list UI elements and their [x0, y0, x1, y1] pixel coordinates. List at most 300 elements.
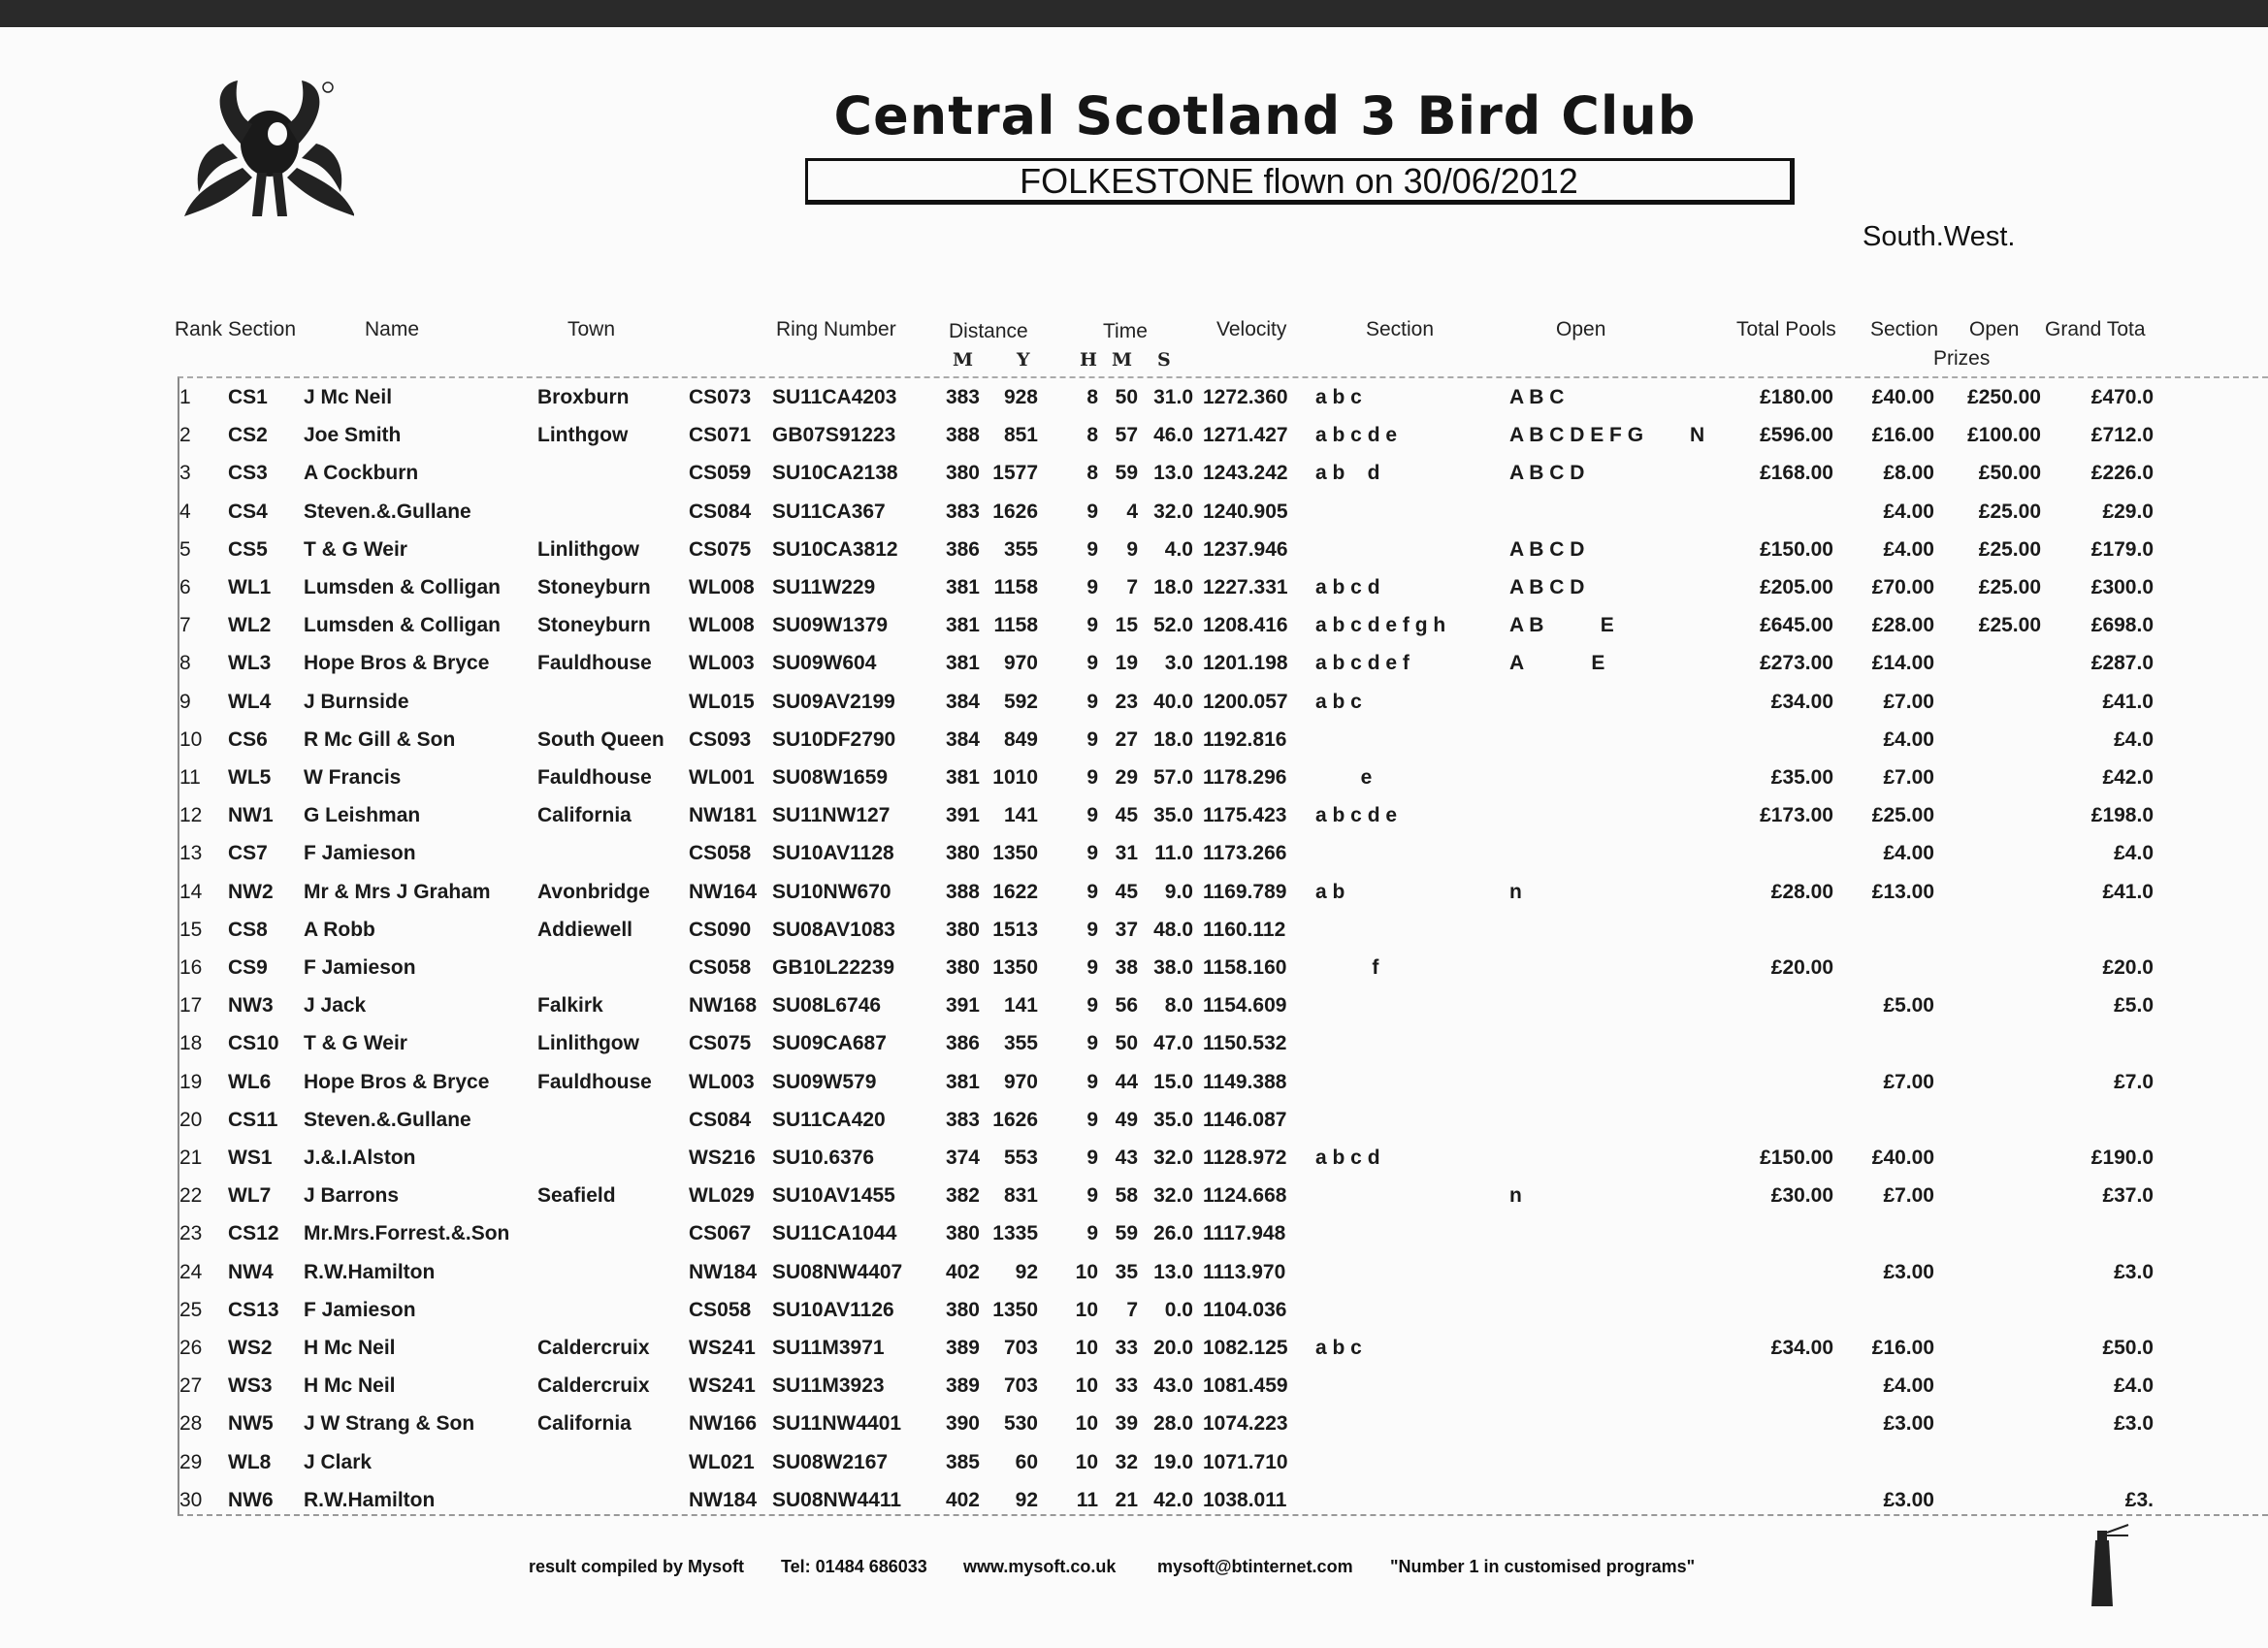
- rank-cell: 11: [179, 766, 201, 789]
- name-cell: Lumsden & Colligan: [304, 576, 502, 598]
- section-cell: WL6: [228, 1070, 272, 1093]
- time-hours-cell: 9: [1086, 1108, 1098, 1131]
- velocity-cell: 1038.011: [1203, 1488, 1287, 1511]
- section-pools-cell: a b c: [1315, 1337, 1362, 1359]
- distance-miles-cell: 380: [945, 842, 980, 865]
- table-row: [0, 1329, 2268, 1367]
- total-pools-cell: £28.00: [1770, 880, 1833, 903]
- rank-cell: 7: [179, 614, 191, 637]
- time-minutes-cell: 50: [1115, 386, 1138, 408]
- section-cell: WL4: [228, 690, 272, 713]
- total-pools-cell: £30.00: [1770, 1184, 1833, 1208]
- time-seconds-cell: 57.0: [1153, 766, 1193, 789]
- distance-yards-cell: 1350: [992, 1298, 1038, 1321]
- footer-telephone: Tel: 01484 686033: [781, 1557, 927, 1576]
- rank-cell: 26: [179, 1337, 203, 1359]
- footer-compiled-by: result compiled by Mysoft: [529, 1557, 745, 1576]
- open-prize-cell: £250.00: [1967, 386, 2041, 408]
- time-hours-cell: 9: [1086, 690, 1098, 713]
- time-hours-cell: 9: [1086, 1147, 1098, 1169]
- section-cell: WS3: [228, 1374, 273, 1398]
- time-minutes-cell: 29: [1115, 766, 1138, 789]
- section-cell: WL5: [228, 766, 272, 789]
- section-cell: CS8: [228, 918, 268, 941]
- grand-total-cell: £712.0: [2090, 424, 2154, 447]
- section-prize-cell: £3.00: [1883, 1412, 1934, 1436]
- distance-miles-cell: 385: [945, 1450, 980, 1473]
- time-hours-cell: 10: [1075, 1298, 1098, 1321]
- velocity-cell: 1104.036: [1203, 1298, 1287, 1321]
- grand-total-cell: £41.0: [2102, 880, 2154, 903]
- town-cell: Fauldhouse: [537, 1070, 652, 1093]
- member-code-cell: WL008: [689, 576, 755, 598]
- town-cell: Falkirk: [537, 994, 603, 1018]
- club-title: Central Scotland 3 Bird Club: [833, 85, 1697, 146]
- name-cell: J Jack: [304, 994, 367, 1018]
- total-pools-cell: £34.00: [1770, 690, 1833, 713]
- distance-yards-cell: 1158: [993, 576, 1038, 598]
- time-seconds-cell: 35.0: [1153, 1108, 1193, 1131]
- ring-number-cell: SU09CA687: [772, 1032, 887, 1055]
- time-minutes-cell: 49: [1115, 1108, 1138, 1131]
- ring-number-cell: SU11CA1044: [772, 1222, 897, 1245]
- distance-miles-cell: 380: [945, 462, 980, 485]
- time-hours-cell: 9: [1086, 727, 1098, 751]
- velocity-cell: 1146.087: [1203, 1108, 1287, 1131]
- header-time-seconds: S: [1157, 349, 1171, 371]
- footer-tagline: "Number 1 in customised programs": [1390, 1557, 1696, 1576]
- ring-number-cell: SU10CA3812: [772, 537, 898, 561]
- section-prize-cell: £25.00: [1871, 804, 1934, 827]
- time-seconds-cell: 3.0: [1164, 652, 1193, 675]
- name-cell: W Francis: [304, 766, 402, 789]
- town-cell: Linthgow: [537, 424, 629, 447]
- distance-yards-cell: 1350: [992, 842, 1038, 865]
- velocity-cell: 1208.416: [1203, 614, 1288, 637]
- table-row: [0, 493, 2268, 531]
- ring-number-cell: SU11CA420: [772, 1108, 886, 1131]
- rank-cell: 9: [179, 690, 191, 713]
- table-row: [0, 416, 2268, 454]
- velocity-cell: 1192.816: [1203, 727, 1287, 751]
- time-seconds-cell: 15.0: [1153, 1070, 1193, 1093]
- open-pools-cell: A B C D E F G: [1509, 424, 1644, 447]
- distance-miles-cell: 381: [945, 652, 980, 675]
- member-code-cell: CS093: [689, 727, 752, 751]
- time-hours-cell: 9: [1086, 880, 1098, 903]
- time-minutes-cell: 39: [1115, 1412, 1138, 1436]
- total-pools-cell: £173.00: [1760, 804, 1833, 827]
- member-code-cell: WS241: [689, 1374, 756, 1398]
- distance-yards-cell: 831: [1003, 1184, 1038, 1208]
- time-minutes-cell: 56: [1115, 994, 1138, 1018]
- table-row: [0, 1443, 2268, 1481]
- name-cell: H Mc Neil: [304, 1374, 396, 1398]
- section-cell: WL1: [228, 576, 272, 598]
- velocity-cell: 1200.057: [1203, 690, 1288, 713]
- member-code-cell: CS059: [689, 462, 752, 485]
- section-prize-cell: £8.00: [1883, 462, 1934, 485]
- distance-miles-cell: 389: [945, 1337, 980, 1359]
- header-time-minutes: M: [1112, 349, 1133, 371]
- ring-number-cell: SU08L6746: [772, 994, 882, 1018]
- section-cell: WL7: [228, 1184, 272, 1208]
- section-prize-cell: £4.00: [1883, 842, 1934, 865]
- velocity-cell: 1074.223: [1203, 1412, 1288, 1436]
- section-prize-cell: £40.00: [1871, 1147, 1934, 1169]
- open-pools-cell: n: [1509, 880, 1522, 903]
- section-pools-cell: a b c d e f: [1315, 652, 1409, 675]
- section-cell: NW4: [228, 1260, 274, 1283]
- ring-number-cell: SU11CA367: [772, 500, 886, 523]
- distance-yards-cell: 1158: [993, 614, 1038, 637]
- time-seconds-cell: 31.0: [1153, 386, 1193, 408]
- member-code-cell: WS241: [689, 1337, 756, 1359]
- time-hours-cell: 9: [1086, 918, 1098, 941]
- member-code-cell: CS090: [689, 918, 752, 941]
- distance-yards-cell: 60: [1015, 1450, 1038, 1473]
- distance-miles-cell: 386: [945, 537, 980, 561]
- time-hours-cell: 10: [1075, 1260, 1098, 1283]
- section-prize-cell: £13.00: [1871, 880, 1934, 903]
- distance-yards-cell: 1335: [992, 1222, 1038, 1245]
- table-row: [0, 721, 2268, 759]
- town-cell: Broxburn: [537, 386, 630, 408]
- time-seconds-cell: 18.0: [1153, 576, 1193, 598]
- time-hours-cell: 9: [1086, 1070, 1098, 1093]
- table-row: [0, 1139, 2268, 1177]
- member-code-cell: WL029: [689, 1184, 755, 1208]
- name-cell: Mr & Mrs J Graham: [304, 880, 491, 903]
- town-cell: South Queen: [537, 727, 664, 751]
- table-row: [0, 873, 2268, 911]
- distance-yards-cell: 1626: [992, 500, 1038, 523]
- time-seconds-cell: 11.0: [1154, 842, 1193, 865]
- town-cell: Linlithgow: [537, 1032, 639, 1055]
- table-row: [0, 454, 2268, 492]
- total-pools-cell: £645.00: [1760, 614, 1833, 637]
- table-row: [0, 986, 2268, 1024]
- name-cell: T & G Weir: [304, 537, 407, 561]
- distance-yards-cell: 928: [1003, 386, 1038, 408]
- section-cell: WL2: [228, 614, 272, 637]
- footer-website: www.mysoft.co.uk: [963, 1557, 1117, 1576]
- time-hours-cell: 9: [1086, 842, 1098, 865]
- rank-cell: 28: [179, 1412, 203, 1436]
- section-prize-cell: £3.00: [1883, 1260, 1934, 1283]
- rank-cell: 8: [179, 652, 191, 675]
- section-cell: NW2: [228, 880, 274, 903]
- header-velocity: Velocity: [1216, 318, 1287, 340]
- section-cell: WL8: [228, 1450, 272, 1473]
- table-row: [0, 834, 2268, 872]
- time-seconds-cell: 46.0: [1153, 424, 1193, 447]
- distance-yards-cell: 530: [1003, 1412, 1038, 1436]
- distance-yards-cell: 141: [1003, 994, 1038, 1018]
- section-cell: CS4: [228, 500, 268, 523]
- time-hours-cell: 10: [1075, 1450, 1098, 1473]
- section-cell: CS12: [228, 1222, 279, 1245]
- ring-number-cell: SU11W229: [772, 576, 876, 598]
- distance-yards-cell: 703: [1003, 1374, 1038, 1398]
- member-code-cell: WL003: [689, 652, 755, 675]
- distance-miles-cell: 380: [945, 1222, 980, 1245]
- time-seconds-cell: 32.0: [1153, 500, 1193, 523]
- section-cell: CS13: [228, 1298, 279, 1321]
- ring-number-cell: SU10CA2138: [772, 462, 898, 485]
- ring-number-cell: SU08NW4411: [772, 1488, 902, 1511]
- time-minutes-cell: 35: [1115, 1260, 1138, 1283]
- grand-total-cell: £470.0: [2090, 386, 2154, 408]
- section-pools-cell: a b c d e: [1315, 804, 1398, 827]
- grand-total-cell: £4.0: [2114, 842, 2154, 865]
- time-seconds-cell: 35.0: [1153, 804, 1193, 827]
- distance-miles-cell: 380: [945, 1298, 980, 1321]
- time-seconds-cell: 18.0: [1153, 727, 1193, 751]
- section-prize-cell: £7.00: [1883, 1184, 1934, 1208]
- member-code-cell: NW184: [689, 1488, 758, 1511]
- time-minutes-cell: 32: [1115, 1450, 1138, 1473]
- rank-cell: 2: [179, 424, 191, 447]
- time-hours-cell: 8: [1086, 386, 1098, 408]
- rank-cell: 21: [179, 1147, 203, 1169]
- distance-yards-cell: 970: [1003, 652, 1038, 675]
- member-code-cell: CS071: [689, 424, 752, 447]
- header-prizes: Prizes: [1933, 347, 1991, 370]
- table-row: [0, 1024, 2268, 1062]
- ring-number-cell: SU10AV1126: [772, 1298, 894, 1321]
- grand-total-cell: £300.0: [2090, 576, 2154, 598]
- time-seconds-cell: 28.0: [1153, 1412, 1193, 1436]
- open-pools-cell: A B C D: [1509, 462, 1585, 485]
- open-prize-cell: £25.00: [1978, 576, 2041, 598]
- time-minutes-cell: 37: [1115, 918, 1138, 941]
- name-cell: J W Strang & Son: [304, 1412, 475, 1436]
- distance-miles-cell: 380: [945, 956, 980, 979]
- rank-cell: 4: [179, 500, 191, 523]
- time-minutes-cell: 43: [1115, 1147, 1138, 1169]
- time-hours-cell: 9: [1086, 576, 1098, 598]
- section-prize-cell: £16.00: [1871, 1337, 1934, 1359]
- velocity-cell: 1201.198: [1203, 652, 1288, 675]
- member-code-cell: CS058: [689, 956, 752, 979]
- open-pools-cell: A B C D: [1509, 537, 1585, 561]
- rank-cell: 10: [179, 727, 203, 751]
- table-row: [0, 1481, 2268, 1519]
- member-code-cell: WL008: [689, 614, 755, 637]
- distance-yards-cell: 355: [1003, 1032, 1038, 1055]
- velocity-cell: 1150.532: [1203, 1032, 1287, 1055]
- time-hours-cell: 9: [1086, 956, 1098, 979]
- section-pools-cell: a b c d e f g h: [1315, 614, 1446, 637]
- distance-yards-cell: 592: [1003, 690, 1038, 713]
- time-hours-cell: 9: [1086, 614, 1098, 637]
- time-seconds-cell: 4.0: [1164, 537, 1193, 561]
- time-seconds-cell: 13.0: [1153, 1260, 1193, 1283]
- header-distance-yards: Y: [1017, 349, 1030, 371]
- section-cell: WL3: [228, 652, 272, 675]
- grand-total-cell: £50.0: [2102, 1337, 2154, 1359]
- velocity-cell: 1160.112: [1203, 918, 1286, 941]
- section-pools-cell: e: [1315, 766, 1373, 789]
- name-cell: Steven.&.Gullane: [304, 1108, 471, 1131]
- grand-total-cell: £4.0: [2114, 1374, 2154, 1398]
- velocity-cell: 1158.160: [1203, 956, 1287, 979]
- region-label: South.West.: [1863, 221, 2016, 252]
- rank-cell: 3: [179, 462, 191, 485]
- section-prize-cell: £4.00: [1883, 500, 1934, 523]
- time-hours-cell: 8: [1086, 462, 1098, 485]
- velocity-cell: 1128.972: [1203, 1147, 1287, 1169]
- velocity-cell: 1272.360: [1203, 386, 1288, 408]
- header-rank: Rank: [175, 318, 223, 340]
- time-seconds-cell: 0.0: [1164, 1298, 1193, 1321]
- name-cell: J Mc Neil: [304, 386, 393, 408]
- name-cell: R.W.Hamilton: [304, 1488, 436, 1511]
- ring-number-cell: SU11NW4401: [772, 1412, 902, 1436]
- distance-miles-cell: 388: [945, 880, 980, 903]
- section-cell: WS2: [228, 1337, 273, 1359]
- distance-miles-cell: 384: [945, 690, 980, 713]
- time-minutes-cell: 59: [1115, 462, 1138, 485]
- header-town: Town: [567, 318, 616, 340]
- section-prize-cell: £70.00: [1871, 576, 1934, 598]
- name-cell: A Robb: [304, 918, 375, 941]
- grand-total-cell: £37.0: [2102, 1184, 2154, 1208]
- time-seconds-cell: 20.0: [1153, 1337, 1193, 1359]
- distance-miles-cell: 390: [945, 1412, 980, 1436]
- table-row: [0, 683, 2268, 721]
- ring-number-cell: SU08W2167: [772, 1450, 889, 1473]
- section-pools-cell: a b c d e: [1315, 424, 1398, 447]
- time-seconds-cell: 26.0: [1153, 1222, 1193, 1245]
- ring-number-cell: SU10AV1128: [772, 842, 894, 865]
- section-prize-cell: £14.00: [1871, 652, 1934, 675]
- ring-number-cell: SU10AV1455: [772, 1184, 895, 1208]
- grand-total-cell: £20.0: [2102, 956, 2154, 979]
- grand-total-cell: £226.0: [2090, 462, 2154, 485]
- member-code-cell: CS075: [689, 537, 752, 561]
- grand-total-cell: £698.0: [2090, 614, 2154, 637]
- distance-yards-cell: 851: [1003, 424, 1038, 447]
- header-time: Time: [1103, 320, 1148, 342]
- name-cell: R Mc Gill & Son: [304, 727, 456, 751]
- nom-cell: N: [1690, 424, 1705, 447]
- rank-cell: 29: [179, 1450, 203, 1473]
- time-seconds-cell: 47.0: [1153, 1032, 1193, 1055]
- total-pools-cell: £34.00: [1770, 1337, 1833, 1359]
- member-code-cell: WL001: [689, 766, 755, 789]
- section-prize-cell: £7.00: [1883, 690, 1934, 713]
- header-time-hours: H: [1080, 349, 1097, 371]
- open-prize-cell: £25.00: [1978, 500, 2041, 523]
- table-row: [0, 606, 2268, 644]
- velocity-cell: 1124.668: [1203, 1184, 1287, 1208]
- ring-number-cell: SU09W604: [772, 652, 877, 675]
- table-row: [0, 1405, 2268, 1442]
- distance-miles-cell: 381: [945, 576, 980, 598]
- time-seconds-cell: 8.0: [1164, 994, 1193, 1018]
- distance-miles-cell: 383: [945, 386, 980, 408]
- distance-miles-cell: 381: [945, 766, 980, 789]
- header-section-prize: Section: [1870, 318, 1939, 340]
- header-ring-number: Ring Number: [776, 318, 896, 340]
- time-hours-cell: 8: [1086, 424, 1098, 447]
- time-seconds-cell: 32.0: [1153, 1147, 1193, 1169]
- section-prize-cell: £4.00: [1883, 727, 1934, 751]
- velocity-cell: 1082.125: [1203, 1337, 1288, 1359]
- grand-total-cell: £3.0: [2114, 1260, 2154, 1283]
- section-cell: CS6: [228, 727, 268, 751]
- distance-yards-cell: 1577: [992, 462, 1038, 485]
- distance-yards-cell: 1622: [992, 880, 1038, 903]
- ring-number-cell: SU09W1379: [772, 614, 889, 637]
- distance-yards-cell: 1626: [992, 1108, 1038, 1131]
- time-seconds-cell: 52.0: [1153, 614, 1193, 637]
- section-prize-cell: £4.00: [1883, 537, 1934, 561]
- grand-total-cell: £7.0: [2114, 1070, 2154, 1093]
- member-code-cell: NW184: [689, 1260, 758, 1283]
- total-pools-cell: £150.00: [1760, 1147, 1833, 1169]
- section-pools-cell: f: [1315, 956, 1379, 979]
- section-pools-cell: a b: [1315, 880, 1345, 903]
- time-minutes-cell: 21: [1115, 1488, 1138, 1511]
- velocity-cell: 1175.423: [1203, 804, 1287, 827]
- ring-number-cell: SU09W579: [772, 1070, 877, 1093]
- grand-total-cell: £5.0: [2114, 994, 2154, 1018]
- section-cell: CS10: [228, 1032, 279, 1055]
- time-seconds-cell: 9.0: [1164, 880, 1193, 903]
- town-cell: Caldercruix: [537, 1374, 650, 1398]
- time-minutes-cell: 7: [1126, 1298, 1138, 1321]
- table-row: [0, 1214, 2268, 1252]
- section-prize-cell: £4.00: [1883, 1374, 1934, 1398]
- time-minutes-cell: 45: [1115, 880, 1138, 903]
- name-cell: J.&.I.Alston: [304, 1147, 416, 1169]
- name-cell: Steven.&.Gullane: [304, 500, 471, 523]
- grand-total-cell: £287.0: [2090, 652, 2154, 675]
- table-row: [0, 1063, 2268, 1101]
- section-cell: CS5: [228, 537, 268, 561]
- rank-cell: 18: [179, 1032, 203, 1055]
- ring-number-cell: SU09AV2199: [772, 690, 895, 713]
- section-cell: CS7: [228, 842, 268, 865]
- section-cell: NW5: [228, 1412, 274, 1436]
- distance-miles-cell: 382: [945, 1184, 980, 1208]
- table-row: [0, 1367, 2268, 1405]
- name-cell: Hope Bros & Bryce: [304, 652, 490, 675]
- grand-total-cell: £3.0: [2114, 1412, 2154, 1436]
- time-minutes-cell: 33: [1115, 1374, 1138, 1398]
- town-cell: Avonbridge: [537, 880, 650, 903]
- time-minutes-cell: 38: [1115, 956, 1138, 979]
- rank-cell: 22: [179, 1184, 203, 1208]
- header-distance-miles: M: [953, 349, 974, 371]
- name-cell: Joe Smith: [304, 424, 402, 447]
- distance-miles-cell: 380: [945, 918, 980, 941]
- total-pools-cell: £205.00: [1760, 576, 1833, 598]
- distance-miles-cell: 383: [945, 500, 980, 523]
- name-cell: T & G Weir: [304, 1032, 407, 1055]
- rank-cell: 1: [179, 386, 191, 408]
- member-code-cell: WS216: [689, 1147, 756, 1169]
- table-row: [0, 568, 2268, 606]
- time-minutes-cell: 59: [1115, 1222, 1138, 1245]
- rank-cell: 6: [179, 576, 191, 598]
- member-code-cell: WL021: [689, 1450, 755, 1473]
- town-cell: California: [537, 1412, 632, 1436]
- time-hours-cell: 9: [1086, 537, 1098, 561]
